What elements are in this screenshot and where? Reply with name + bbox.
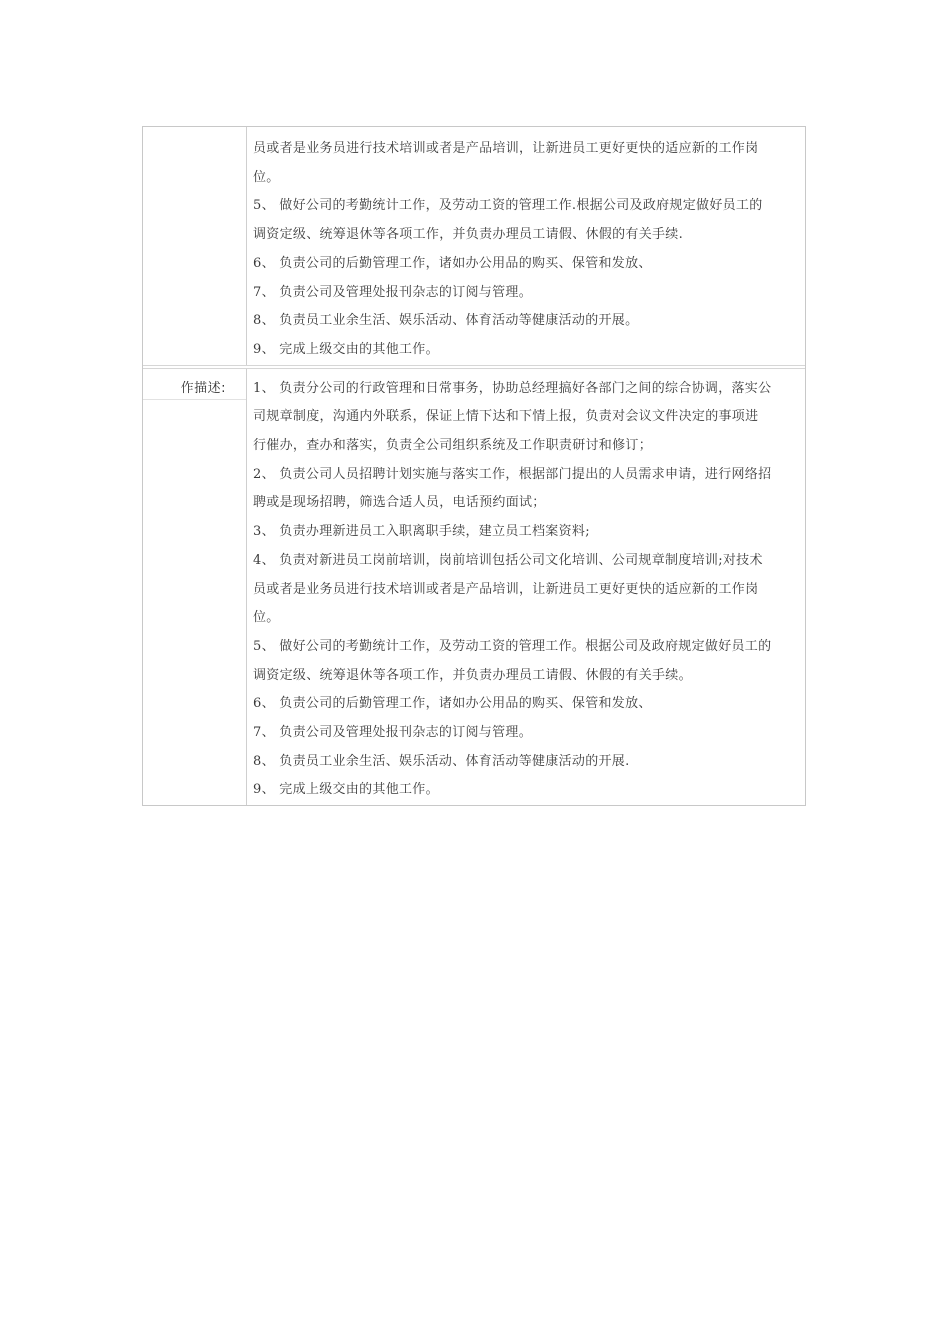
- text-line: 调资定级、统筹退休等各项工作，并负责办理员工请假、休假的有关手续.: [253, 227, 684, 243]
- text-line: 司规章制度，沟通内外联系，保证上情下达和下情上报，负责对会议文件决定的事项进: [253, 409, 759, 425]
- row-content-cell: [247, 369, 805, 806]
- text-line: 5、 做好公司的考勤统计工作，及劳动工资的管理工作.根据公司及政府规定做好员工的: [253, 198, 763, 214]
- row-content-cell: [247, 127, 805, 365]
- text-line: 5、 做好公司的考勤统计工作，及劳动工资的管理工作。根据公司及政府规定做好员工的: [253, 638, 772, 654]
- text-line: 6、 负责公司的后勤管理工作，诸如办公用品的购买、保管和发放、: [253, 255, 652, 271]
- text-line: 位。: [253, 610, 280, 626]
- job-description-label: 作描述:: [180, 380, 226, 396]
- row-label-cell: [143, 369, 247, 806]
- text-line: 9、 完成上级交由的其他工作。: [253, 341, 439, 357]
- text-line: 7、 负责公司及管理处报刊杂志的订阅与管理。: [253, 284, 533, 300]
- table-row: [143, 127, 805, 365]
- text-line: 2、 负责公司人员招聘计划实施与落实工作，根据部门提出的人员需求申请，进行网络招: [253, 466, 772, 482]
- text-line: 7、 负责公司及管理处报刊杂志的订阅与管理。: [253, 725, 533, 741]
- job-description-table: [142, 126, 806, 806]
- table-row: [143, 365, 805, 806]
- row-label-cell: [143, 127, 247, 365]
- label-divider: [143, 399, 246, 400]
- text-line: 行催办，查办和落实，负责全公司组织系统及工作职责研讨和修订；: [253, 438, 653, 454]
- text-line: 3、 负责办理新进员工入职离职手续，建立员工档案资料;: [253, 524, 590, 540]
- text-line: 位。: [253, 169, 280, 185]
- text-line: 6、 负责公司的后勤管理工作，诸如办公用品的购买、保管和发放、: [253, 696, 652, 712]
- text-line: 9、 完成上级交由的其他工作。: [253, 782, 439, 798]
- text-line: 8、 负责员工业余生活、娱乐活动、体育活动等健康活动的开展.: [253, 753, 630, 769]
- text-line: 员或者是业务员进行技术培训或者是产品培训，让新进员工更好更快的适应新的工作岗: [253, 141, 759, 156]
- text-line: 8、 负责员工业余生活、娱乐活动、体育活动等健康活动的开展。: [253, 313, 639, 329]
- text-line: 调资定级、统筹退休等各项工作，并负责办理员工请假、休假的有关手续。: [253, 667, 692, 683]
- text-line: 员或者是业务员进行技术培训或者是产品培训，让新进员工更好更快的适应新的工作岗: [253, 581, 759, 597]
- text-line: 4、 负责对新进员工岗前培训，岗前培训包括公司文化培训、公司规章制度培训;对技术: [253, 552, 763, 568]
- text-line: 1、 负责分公司的行政管理和日常事务，协助总经理搞好各部门之间的综合协调，落实公: [253, 380, 772, 396]
- text-line: 聘或是现场招聘，筛选合适人员，电话预约面试；: [253, 495, 546, 511]
